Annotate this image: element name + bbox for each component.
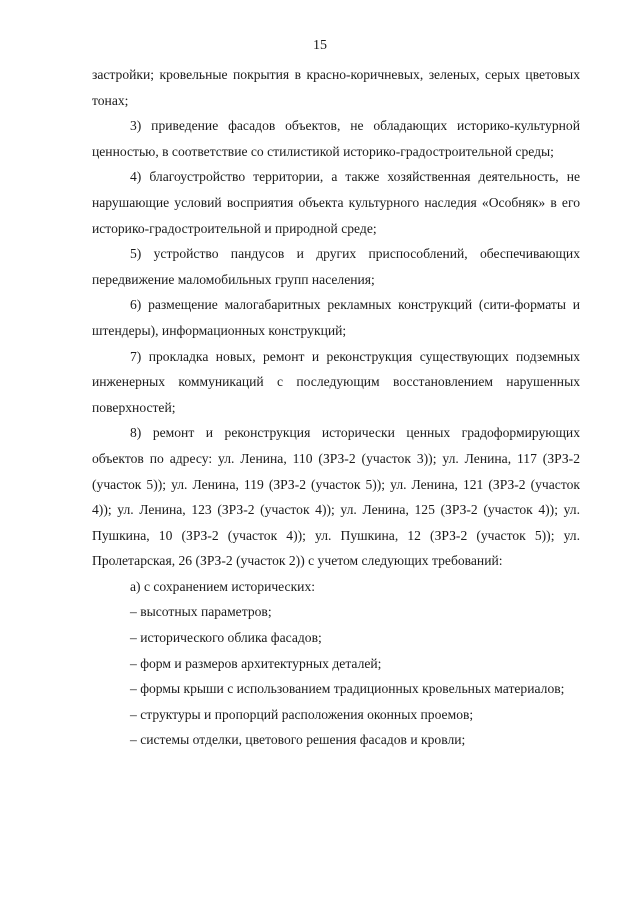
paragraph: – высотных параметров; <box>130 604 272 620</box>
paragraph: а) с сохранением исторических: <box>130 578 316 594</box>
page-number: 15 <box>313 38 327 53</box>
document-body <box>92 62 580 753</box>
paragraph: застройки; кровельные покрытия в красно-коричневых, зеленых, серых цветовых тонах; <box>92 67 580 108</box>
paragraph: 8) ремонт и реконструкция исторически ценных градоформирующих объектов по адресу: ул. Ленина, 110 (ЗРЗ-2 (участок 3)); ул. Ленина, 117 (ЗРЗ-2 (участок 5)); ул. Ленина, 119 (ЗРЗ-2 (участок 5)); ул. Ленина, 121 (ЗРЗ-2 (участок 4)); ул. Ленина, 123 (ЗРЗ-2 (участок 4)); ул. Ленина, 125 (ЗРЗ-2 (участок 4)); ул. Пушкина, 10 (ЗРЗ-2 (участок 4)); ул. Пушкина, 12 (ЗРЗ-2 (участок 5)); ул. Пролетарская, 26 (ЗРЗ-2 (участок 2)) с учетом следующих требований: <box>92 425 580 569</box>
paragraph: 6) размещение малогабаритных рекламных конструкций (сити-форматы и штендеры), информационных конструкций; <box>92 297 580 338</box>
paragraph: – исторического облика фасадов; <box>130 630 322 646</box>
paragraph: 4) благоустройство территории, а также хозяйственная деятельность, не нарушающие условий восприятия объекта культурного наследия «Особняк» в его историко-градостроительной и природной среде; <box>92 169 580 236</box>
paragraph: – форм и размеров архитектурных деталей; <box>130 655 382 671</box>
paragraph: 3) приведение фасадов объектов, не обладающих историко-культурной ценностью, в соответствие со стилистикой историко-градостроительной среды; <box>92 118 580 159</box>
paragraph: 5) устройство пандусов и других приспособлений, обеспечивающих передвижение маломобильных групп населения; <box>92 246 580 287</box>
paragraph: – системы отделки, цветового решения фасадов и кровли; <box>130 732 466 748</box>
paragraph: – структуры и пропорций расположения оконных проемов; <box>130 706 474 722</box>
paragraph: 7) прокладка новых, ремонт и реконструкция существующих подземных инженерных коммуникаций с последующим восстановлением нарушенных поверхностей; <box>92 348 580 415</box>
paragraph: – формы крыши с использованием традиционных кровельных материалов; <box>130 681 565 697</box>
